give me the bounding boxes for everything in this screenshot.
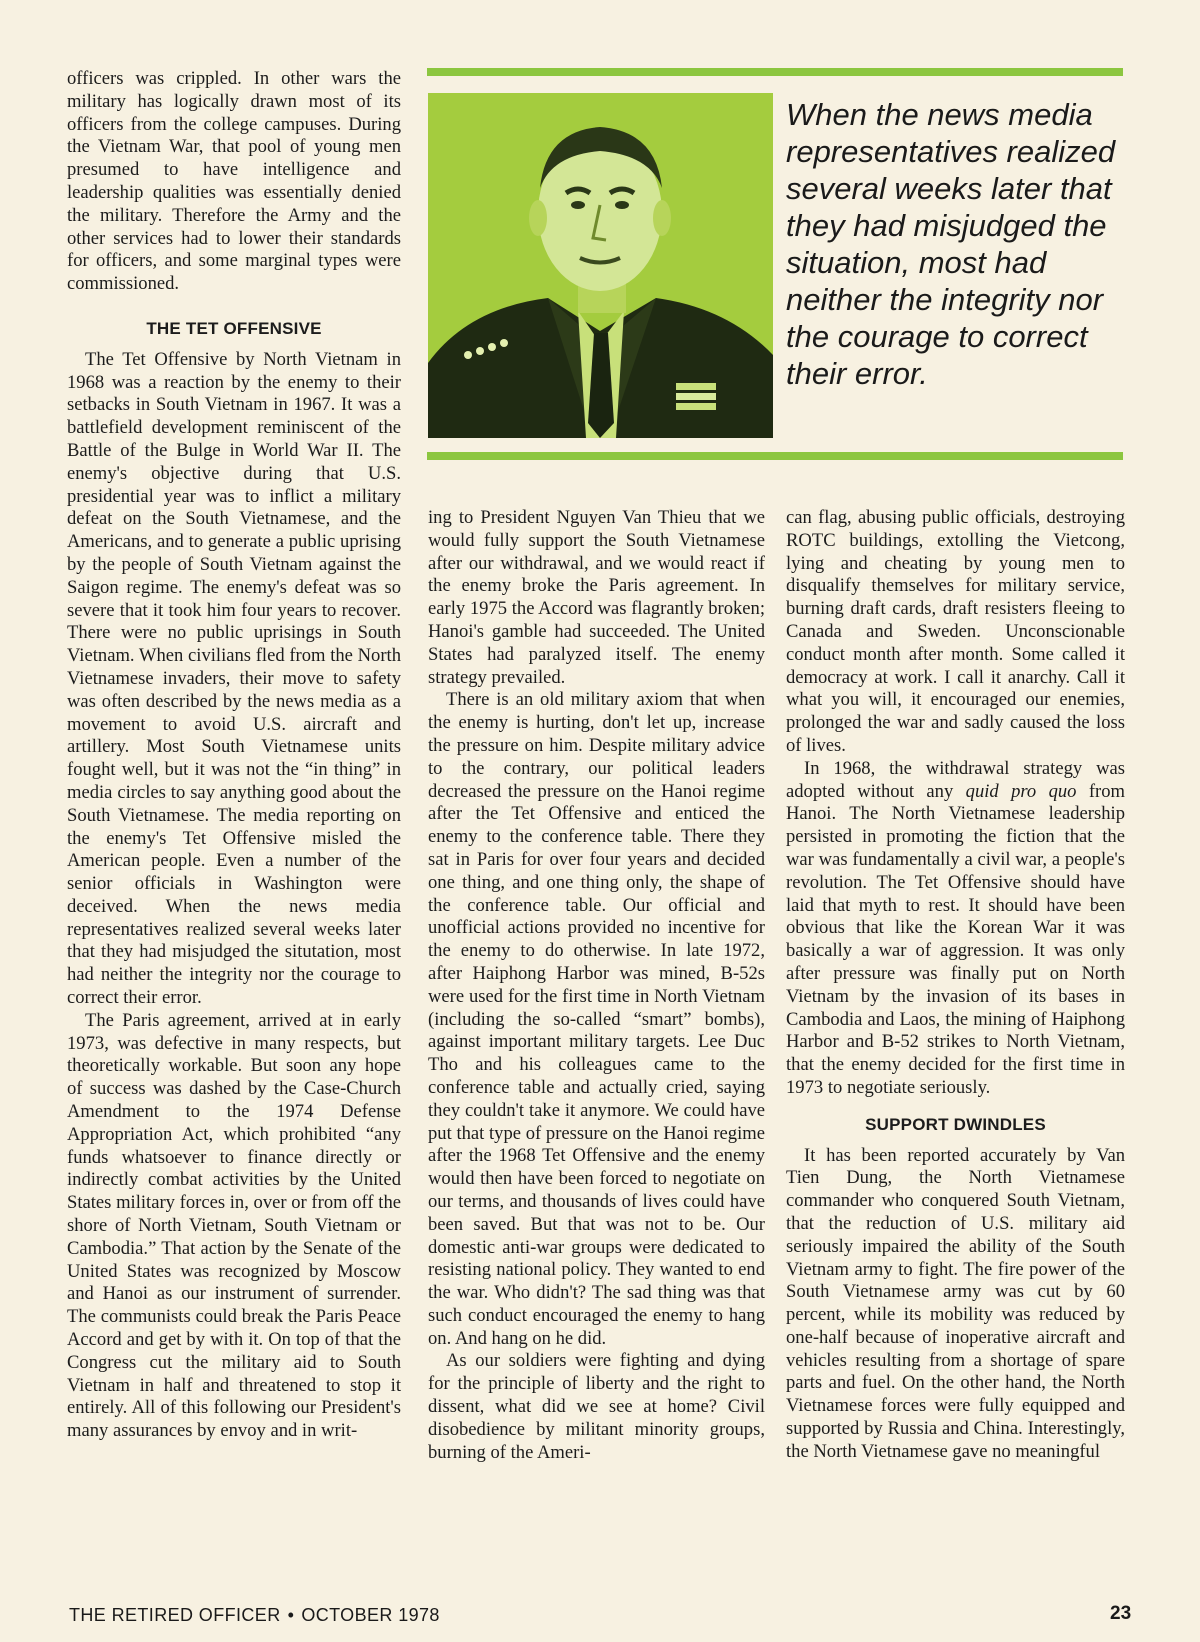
paragraph: It has been reported accurately by Van Tien Dung, the North Vietnamese commander who conquered South Vietnam, that the reduction of U.S. military aid seriously impaired the ability of the South Vietnam army to fight. The fire power of the South Vietnamese army was cut by 60 percent, while its mobility was reduced by one-half because of inoperative aircraft and vehicles resulting from a shortage of spare parts and fuel. On the other hand, the North Vietnamese forces were fully equipped and supported by Russia and China. Interestingly, the North Vietnamese gave no meaningful bbox=[786, 1144, 1125, 1462]
paragraph: There is an old military axiom that when the enemy is hurting, don't let up, increase the pressure on him. Despite military advice to the contrary, our political leaders decreased the pressure on the Hanoi regime after the Tet Offensive and enticed the enemy to the conference table. There they sat in Paris for over four years and decided one thing, and one thing only, the shape of the conference table. Our official and unofficial actions provided no incentive for the enemy to do otherwise. In late 1972, after Haiphong Harbor was mined, B-52s were used for the first time in North Vietnam (including the so-called “smart” bombs), against important military targets. Lee Duc Tho and his colleagues came to the conference table and actually cried, saying they couldn't take it anymore. We could have put that type of pressure on the Hanoi regime after the 1968 Tet Offensive and the enemy would then have been forced to negotiate on our terms, and thousands of lives could have been saved. But that was not to be. Our domestic anti-war groups were dedicated to resisting national policy. They wanted to end the war. Who didn't? The sad thing was that such conduct encouraged the enemy to hang on. And hang on he did. bbox=[428, 689, 765, 1349]
paragraph: can flag, abusing public officials, destroying ROTC buildings, extolling the Vietcong, lying and cheating by young men to disqualify themselves for military service, burning draft cards, draft resisters fleeing to Canada and Sweden. Unconscionable conduct month after month. Some called it democracy at work. I call it anarchy. Call it what you will, it encouraged our enemies, prolonged the war and sadly caused the loss of lives. bbox=[786, 507, 1125, 756]
paragraph: As our soldiers were fighting and dying for the principle of liberty and the right to dissent, what did we see at home? Civil disobedience by militant minority groups, burning of the Ameri- bbox=[428, 1350, 765, 1463]
bullet-separator: • bbox=[287, 1605, 295, 1625]
running-footer bbox=[69, 1605, 440, 1626]
text-run: from Hanoi. The North Vietnamese leadership persisted in promoting the fiction that the war was fundamentally a civil war, a people's revolution. The Tet Offensive should have laid that myth to rest. It should have been obvious that like the Korean War it was basically a war of aggression. It was only after pressure was finally put on North Vietnam by the invasion of its bases in Cambodia and Laos, the mining of Haiphong Harbor and B-52 strikes to North Vietnam, that the enemy decided for the first time in 1973 to negotiate seriously. bbox=[786, 780, 1126, 1098]
issue-date: OCTOBER 1978 bbox=[301, 1605, 440, 1625]
portrait-illustration bbox=[428, 93, 773, 438]
paragraph: ing to President Nguyen Van Thieu that we would fully support the South Vietnamese after our withdrawal, and we would react if the enemy broke the Paris agreement. In early 1975 the Accord was flagrantly broken; Hanoi's gamble had succeeded. The United States had paralyzed itself. The enemy strategy prevailed. bbox=[428, 507, 765, 688]
text-run: In 1968, the withdrawal strategy was adopted without any bbox=[786, 757, 1125, 802]
paragraph bbox=[786, 758, 1125, 1100]
paragraph: officers was crippled. In other wars the military has logically drawn most of its officers from the college campuses. During the Vietnam War, that pool of young men presumed to have intelligence and leadership qualities was essentially denied the military. Therefore the Army and the other services had to lower their standards for officers, and some marginal types were commissioned. bbox=[67, 68, 401, 295]
bottom-green-rule bbox=[427, 452, 1123, 460]
paragraph: The Tet Offensive by North Vietnam in 1968 was a reaction by the enemy to their setbacks in South Vietnam in 1967. It was a battlefield development reminiscent of the Battle of the Bulge in World War II. The enemy's objective during that U.S. presidential year was to inflict a military defeat on the South Vietnamese, and the Americans, and to generate a public uprising by the people of South Vietnam against the Saigon regime. The enemy's defeat was so severe that it took him four years to recover. There were no public uprisings in South Vietnam. When civilians fled from the North Vietnamese invaders, their move to safety was often described by the news media as a movement to avoid U.S. aircraft and artillery. Most South Vietnamese units fought well, but it was not the “in thing” in media circles to say anything good about the South Vietnamese. The media reporting on the enemy's Tet Offensive misled the American people. Even a number of the senior officials in Washington were deceived. When the news media representatives realized several weeks later that they had misjudged the situtation, most had neither the integrity nor the courage to correct their error. bbox=[67, 348, 401, 1009]
general-portrait-photo bbox=[428, 93, 773, 438]
publication-name: THE RETIRED OFFICER bbox=[69, 1605, 281, 1625]
article-column-3 bbox=[786, 507, 1125, 1464]
page-number: 23 bbox=[1110, 1603, 1132, 1624]
section-heading-tet-offensive: THE TET OFFENSIVE bbox=[146, 318, 322, 338]
paragraph: The Paris agreement, arrived at in early 1973, was defective in many respects, but theoretically workable. But soon any hope of success was dashed by the Case-Church Amendment to the 1974 Defense Appropriation Act, which prohibited “any funds whatsoever to finance directly or indirectly combat activities by the United States military forces in, over or from off the shore of North Vietnam, South Vietnam or Cambodia.” That action by the Senate of the United States was recognized by Moscow and Hanoi as our instrument of surrender. The communists could break the Paris Peace Accord and get by with it. On top of that the Congress cut the military aid to South Vietnam in half and threatened to stop it entirely. All of this following our President's many assurances by envoy and in writ- bbox=[67, 1009, 401, 1442]
pull-quote: When the news media representatives realized several weeks later that they had misjudged the situation, most had neither the integrity nor the courage to correct their error. bbox=[786, 97, 1116, 391]
top-green-rule bbox=[427, 68, 1123, 76]
section-heading-support-dwindles: SUPPORT DWINDLES bbox=[865, 1114, 1046, 1134]
article-column-2 bbox=[428, 507, 765, 1464]
italic-phrase: quid pro quo bbox=[965, 780, 1077, 802]
article-column-1 bbox=[67, 68, 401, 1443]
